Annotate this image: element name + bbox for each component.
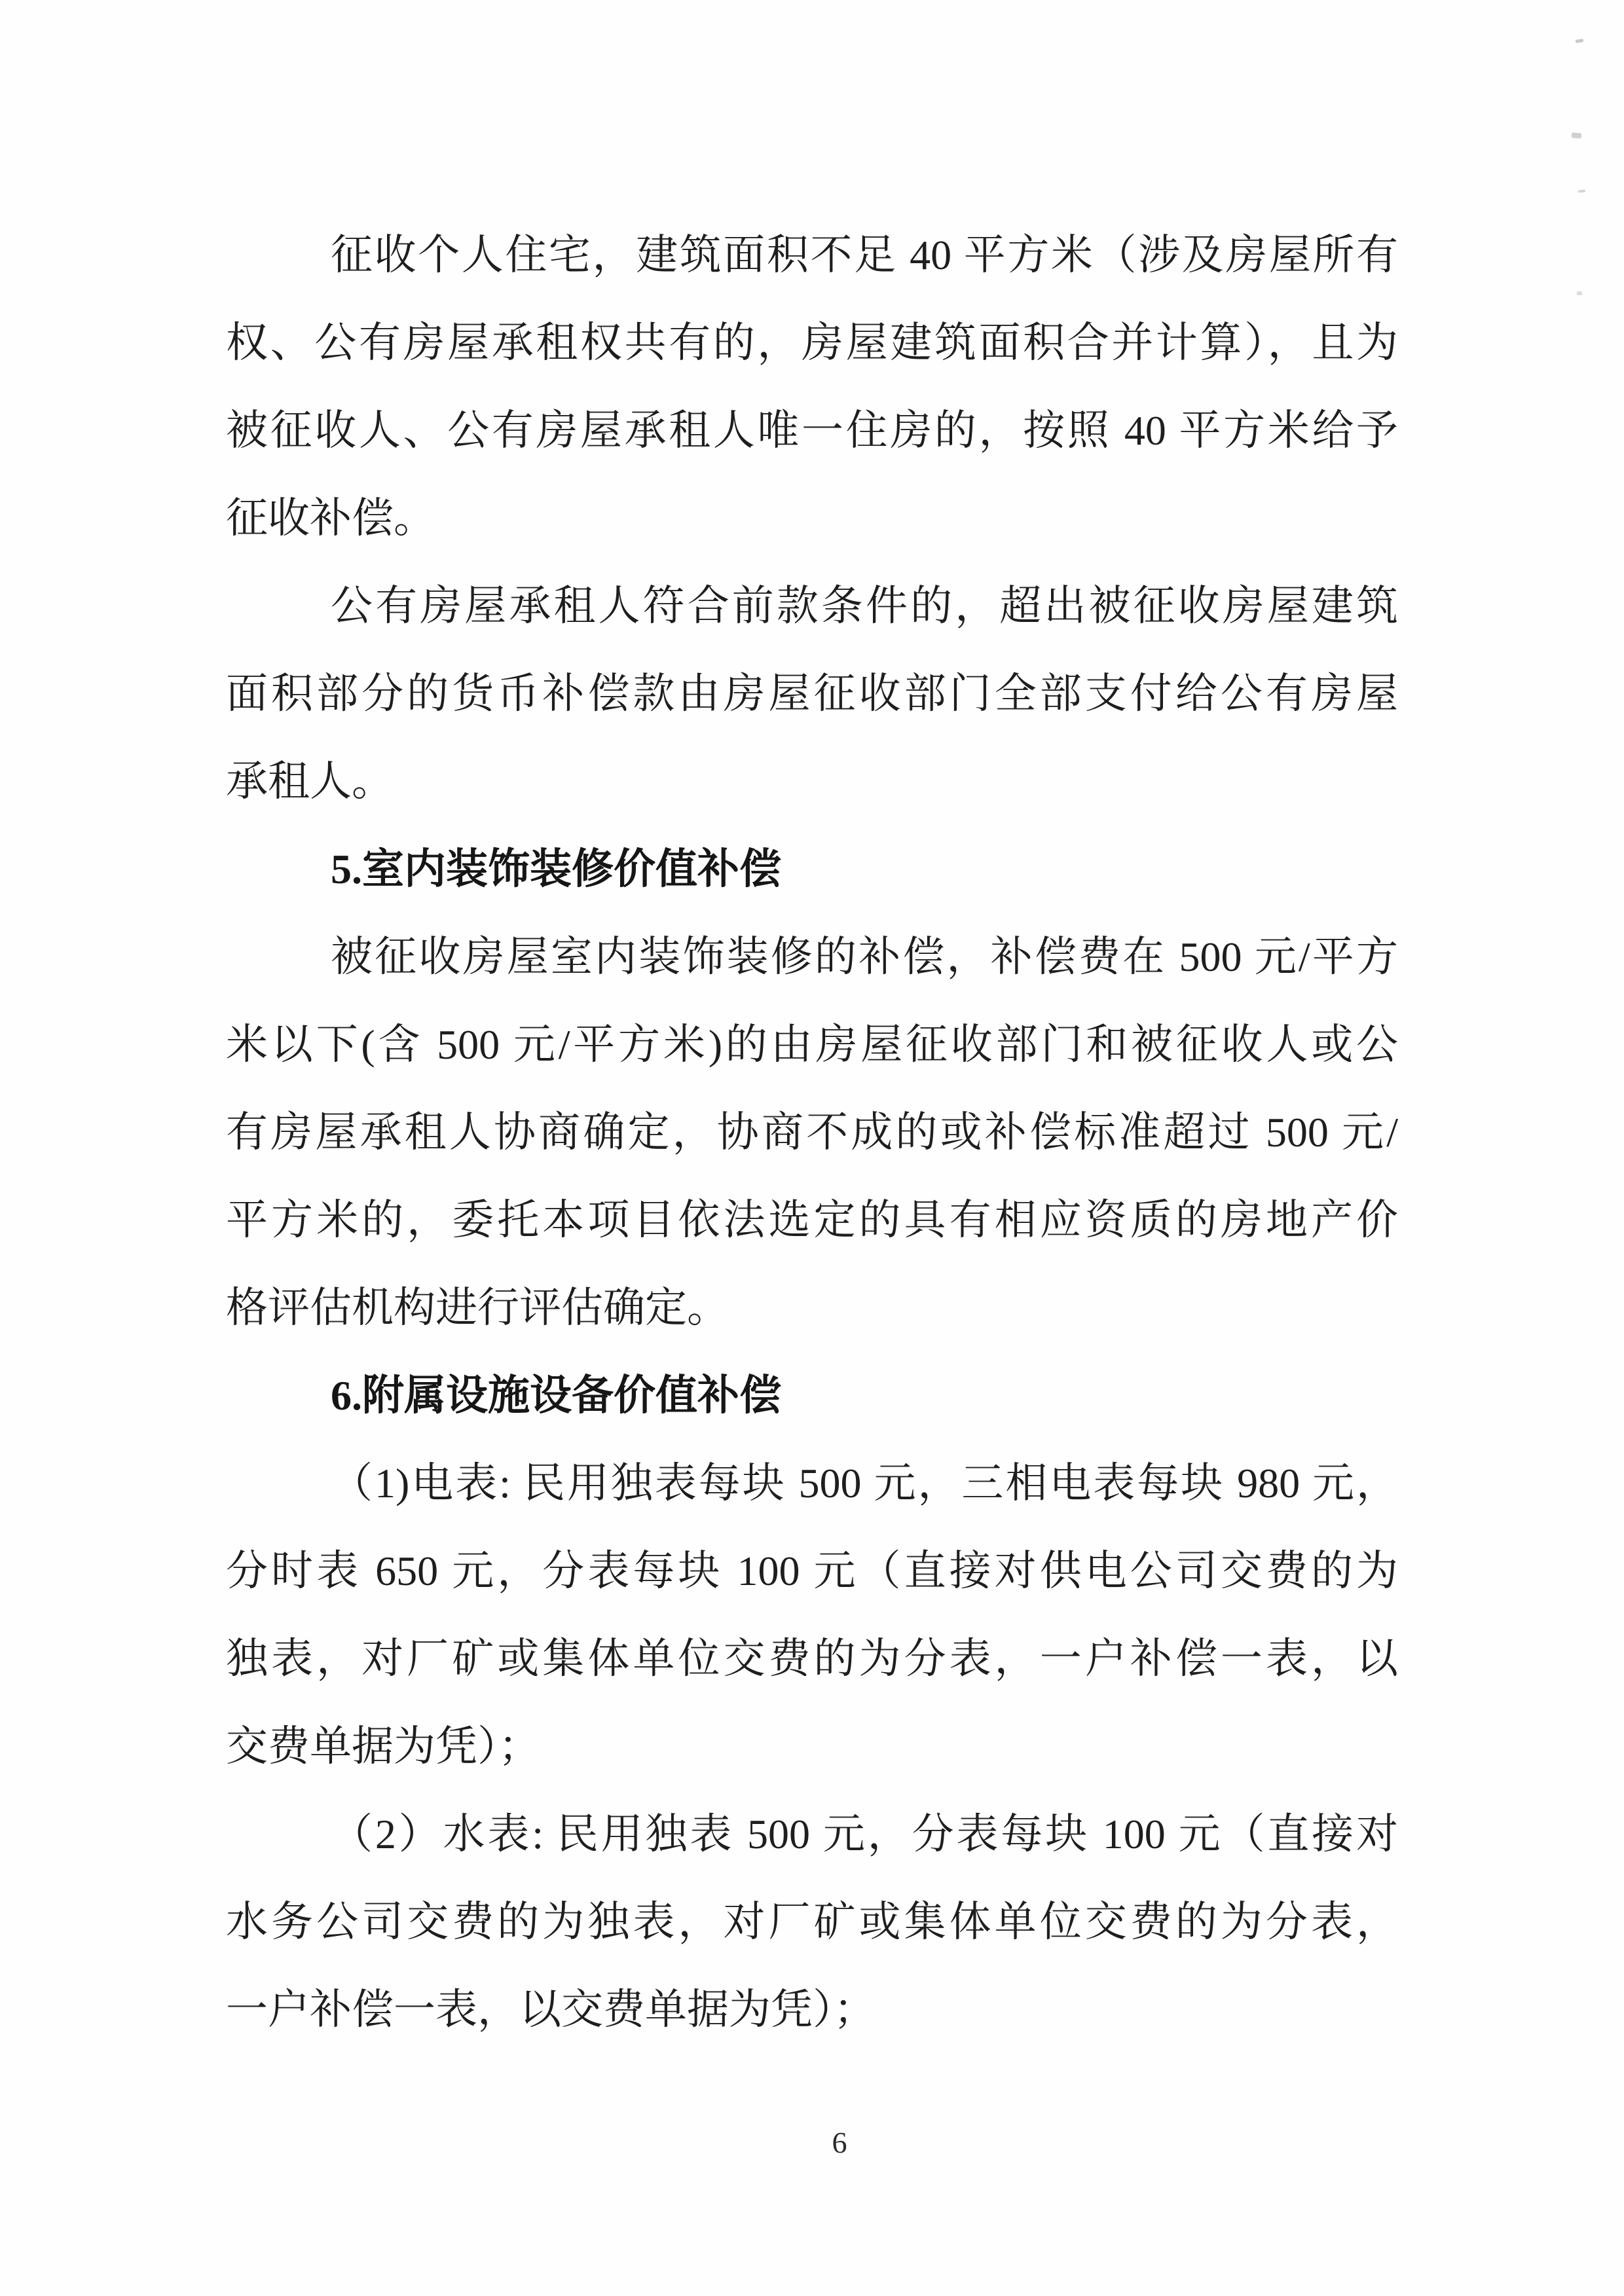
text-line: 独表，对厂矿或集体单位交费的为分表，一户补偿一表，以 <box>226 1635 1398 1682</box>
section-heading: 6.附属设施设备价值补偿 <box>331 1372 781 1419</box>
text-line: 征收个人住宅，建筑面积不足 40 平方米（涉及房屋所有 <box>331 232 1398 278</box>
scan-speck <box>1576 39 1584 43</box>
text-line: 权、公有房屋承租权共有的，房屋建筑面积合并计算），且为 <box>226 319 1398 366</box>
scan-speck <box>1572 132 1582 138</box>
text-line: 水务公司交费的为独表，对厂矿或集体单位交费的为分表， <box>226 1899 1398 1945</box>
text-line: 征收补偿。 <box>226 495 435 541</box>
section-heading: 5.室内装饰装修价值补偿 <box>331 846 781 892</box>
text-line: （2）水表: 民用独表 500 元，分表每块 100 元（直接对 <box>331 1811 1398 1857</box>
text-line: （1)电表: 民用独表每块 500 元，三相电表每块 980 元， <box>331 1460 1398 1506</box>
text-line: 平方米的，委托本项目依法选定的具有相应资质的房地产价 <box>226 1197 1398 1243</box>
text-line: 面积部分的货币补偿款由房屋征收部门全部支付给公有房屋 <box>226 670 1398 717</box>
text-line: 交费单据为凭）； <box>226 1723 540 1770</box>
document-body <box>226 211 1398 2054</box>
text-line: 被征收人、公有房屋承租人唯一住房的，按照 40 平方米给予 <box>226 407 1398 454</box>
text-line: 格评估机构进行评估确定。 <box>226 1285 729 1331</box>
text-line: 一户补偿一表，以交费单据为凭）； <box>226 1986 876 2033</box>
text-line: 分时表 650 元，分表每块 100 元（直接对供电公司交费的为 <box>226 1548 1398 1594</box>
text-line: 有房屋承租人协商确定，协商不成的或补偿标准超过 500 元/ <box>226 1109 1398 1156</box>
page-number: 6 <box>832 2126 847 2159</box>
text-line: 公有房屋承租人符合前款条件的，超出被征收房屋建筑 <box>331 583 1398 629</box>
scan-speck <box>1577 291 1582 295</box>
text-line: 承租人。 <box>226 758 394 805</box>
text-line: 米以下(含 500 元/平方米)的由房屋征收部门和被征收人或公 <box>226 1021 1398 1068</box>
scan-speck <box>1578 190 1585 193</box>
text-line: 被征收房屋室内装饰装修的补偿，补偿费在 500 元/平方 <box>331 934 1398 980</box>
